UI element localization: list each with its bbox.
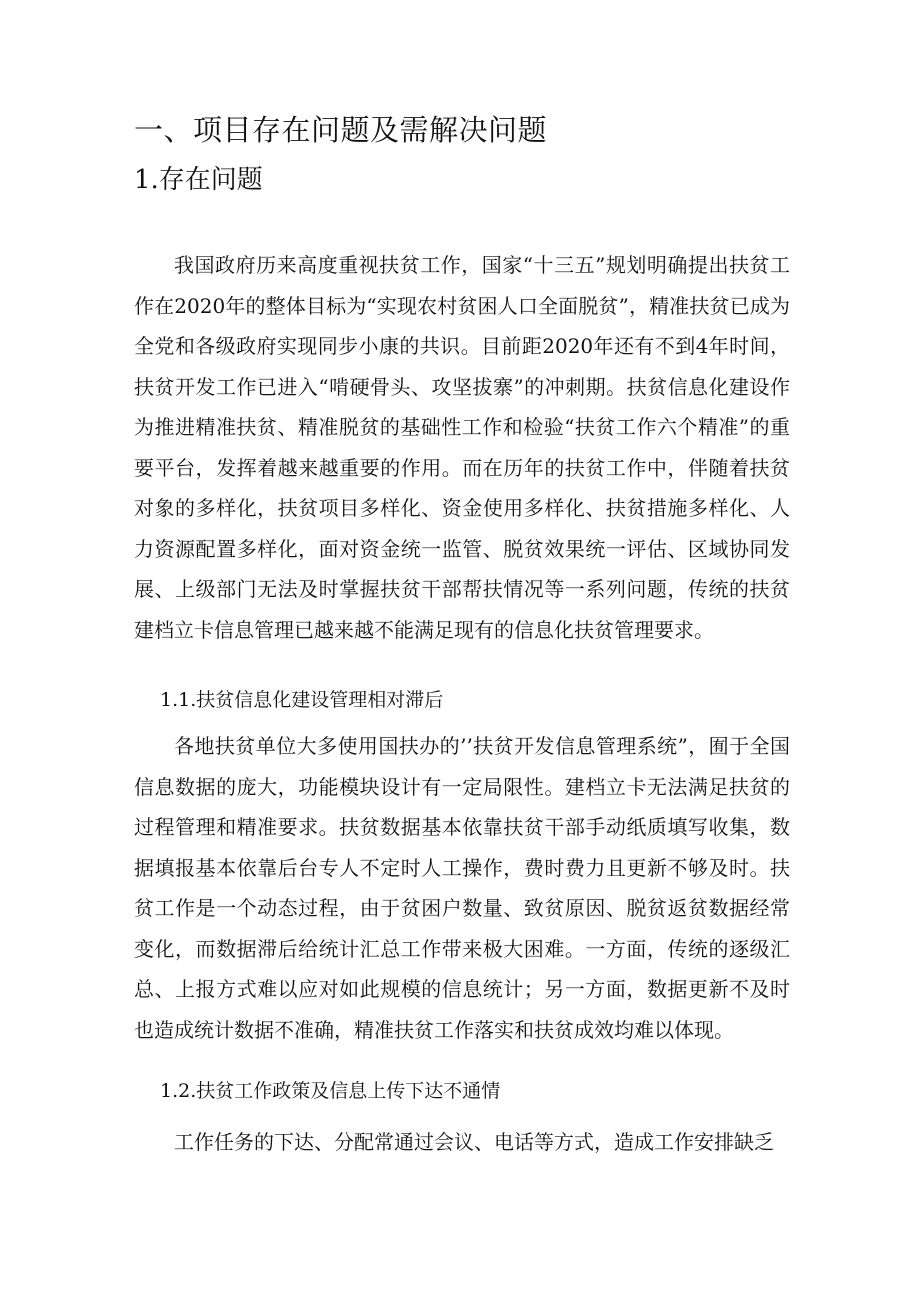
section-title: 一、项目存在问题及需解决问题	[134, 113, 548, 147]
body-paragraph: 工作任务的下达、分配常通过会议、电话等方式，造成工作安排缺乏	[174, 1130, 774, 1154]
heading-1-1: 1.1.扶贫信息化建设管理相对滞后	[160, 689, 444, 711]
body-paragraph: 我国政府历来高度重视扶贫工作，国家“十三五”规划明确提出扶贫工作在2020年的整体目标为“实现农村贫困人口全面脱贫”，精准扶贫已成为全党和各级政府实现同步小康的共识。目前距2020年还有不到4年时间，扶贫开发工作已进入“啃硬骨头、攻坚拔寨”的冲刺期。扶贫信息化建设作为推进精准扶贫、精准脱贫的基础性工作和检验“扶贫工作六个精准”的重要平台，发挥着越来越重要的作用。而在历年的扶贫工作中，伴随着扶贫对象的多样化，扶贫项目多样化、资金使用多样化、扶贫措施多样化、人力资源配置多样化，面对资金统一监管、脱贫效果统一评估、区域协同发展、上级部门无法及时掌握扶贫干部帮扶情况等一系列问题，传统的扶贫建档立卡信息管理已越来越不能满足现有的信息化扶贫管理要求。	[134, 253, 790, 642]
subsection-title: 1.存在问题	[134, 165, 263, 195]
heading-1-2: 1.2.扶贫工作政策及信息上传下达不通情	[160, 1080, 501, 1102]
body-paragraph: 各地扶贫单位大多使用国扶办的’’扶贫开发信息管理系统”，囿于全国信息数据的庞大，功能模块设计有一定局限性。建档立卡无法满足扶贫的过程管理和精准要求。扶贫数据基本依靠扶贫干部手动纸质填写收集，数据填报基本依靠后台专人不定时人工操作，费时费力且更新不够及时。扶贫工作是一个动态过程，由于贫困户数量、致贫原因、脱贫返贫数据经常变化，而数据滞后给统计汇总工作带来极大困难。一方面，传统的逐级汇总、上报方式难以应对如此规模的信息统计；另一方面，数据更新不及时也造成统计数据不准确，精准扶贫工作落实和扶贫成效均难以体现。	[134, 734, 790, 1042]
